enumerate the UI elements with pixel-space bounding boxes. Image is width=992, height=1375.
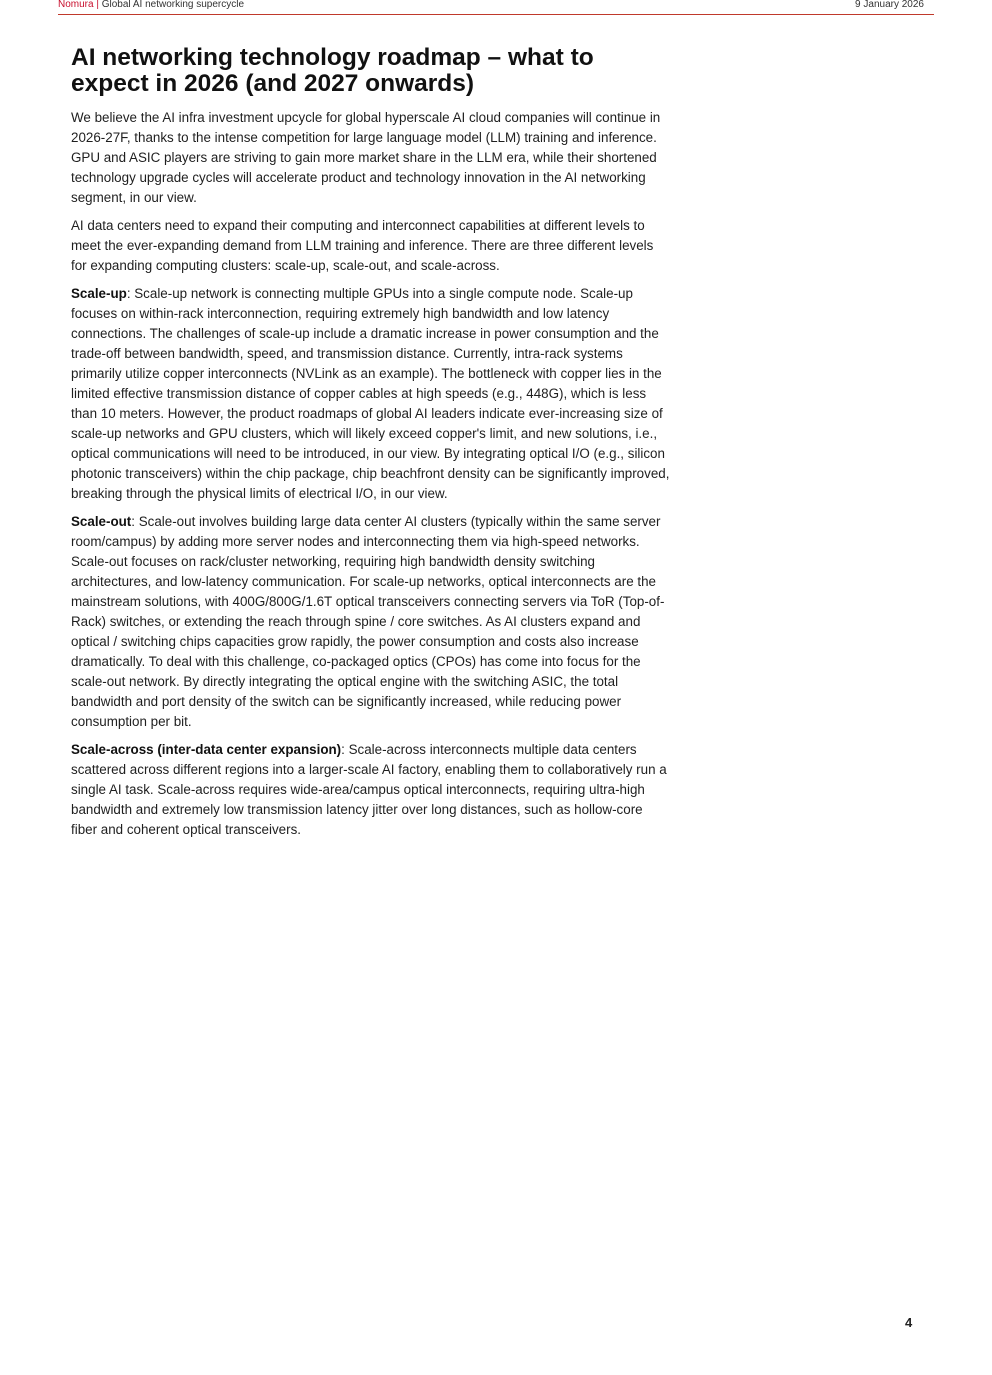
scale-up-text: : Scale-up network is connecting multiple GPUs into a single compute node. Scale-up focuses on within-rack interconnection, requiring extremely high bandwidth and low latency connections. The challenges of scale-up include a dramatic increase in power consumption and the trade-off between bandwidth, speed, and transmission distance. Currently, intra-rack systems primarily utilize copper interconnects (NVLink as an example). The bottleneck with copper lies in the limited effective transmission distance of copper cables at high speeds (e.g., 448G), which is less than 10 meters. However, the product roadmaps of global AI leaders indicate ever-increasing size of scale-up networks and GPU clusters, which will likely exceed copper's limit, and new solutions, i.e., optical communications will need to be introduced, in our view. By integrating optical I/O (e.g., silicon photonic transceivers) within the chip package, chip beachfront density can be significantly improved, breaking through the physical limits of electrical I/O, in our view. (71, 286, 670, 501)
header-separator: | (93, 0, 102, 10)
scale-up-paragraph (71, 284, 671, 504)
page-header (58, 0, 934, 15)
intro-paragraph-1: We believe the AI infra investment upcycle for global hyperscale AI cloud companies will continue in 2026-27F, thanks to the intense competition for large language model (LLM) training and inference. GPU and ASIC players are striving to gain more market share in the LLM era, while their shortened technology upgrade cycles will accelerate product and technology innovation in the AI networking segment, in our view. (71, 110, 661, 205)
scale-across-paragraph (71, 740, 671, 840)
page-number: 4 (905, 1315, 913, 1330)
scale-across-text: : Scale-across interconnects multiple data centers scattered across different regions into a larger-scale AI factory, enabling them to collaboratively run a single AI task. Scale-across requires wide-area/campus optical interconnects, requiring ultra-high bandwidth and extremely low transmission latency jitter over long distances, such as hollow-core fiber and coherent optical transceivers. (71, 742, 667, 837)
scale-across-heading: Scale-across (inter-data center expansion) (71, 742, 342, 757)
page-title: AI networking technology roadmap – what to expect in 2026 (and 2027 onwards) (71, 44, 594, 97)
intro-paragraph-2: AI data centers need to expand their computing and interconnect capabilities at different levels to meet the ever-expanding demand from LLM training and inference. There are three different levels for expanding computing clusters: scale-up, scale-out, and scale-across. (71, 218, 654, 273)
scale-out-paragraph (71, 512, 671, 732)
scale-out-heading: Scale-out (71, 514, 132, 529)
brand-name: Nomura (58, 0, 94, 10)
report-date: 9 January 2026 (855, 0, 924, 10)
scale-out-text: : Scale-out involves building large data center AI clusters (typically within the same server room/campus) by adding more server nodes and interconnecting them via high-speed networks. Scale-out focuses on rack/cluster networking, requiring high bandwidth density switching architectures, and low-latency communication. For scale-up networks, optical interconnects are the mainstream solutions, with 400G/800G/1.6T optical transceivers connecting servers via ToR (Top-of-Rack) switches, or extending the reach through spine / core switches. As AI clusters expand and optical / switching chips capacities grow rapidly, the power consumption and costs also increase dramatically. To deal with this challenge, co-packaged optics (CPOs) has come into focus for the scale-out network. By directly integrating the optical engine with the switching ASIC, the total bandwidth and port density of the switch can be significantly increased, while reducing power consumption per bit. (71, 514, 665, 729)
scale-up-heading: Scale-up (71, 286, 127, 301)
main-content (71, 45, 671, 848)
report-title: Global AI networking supercycle (101, 0, 245, 10)
